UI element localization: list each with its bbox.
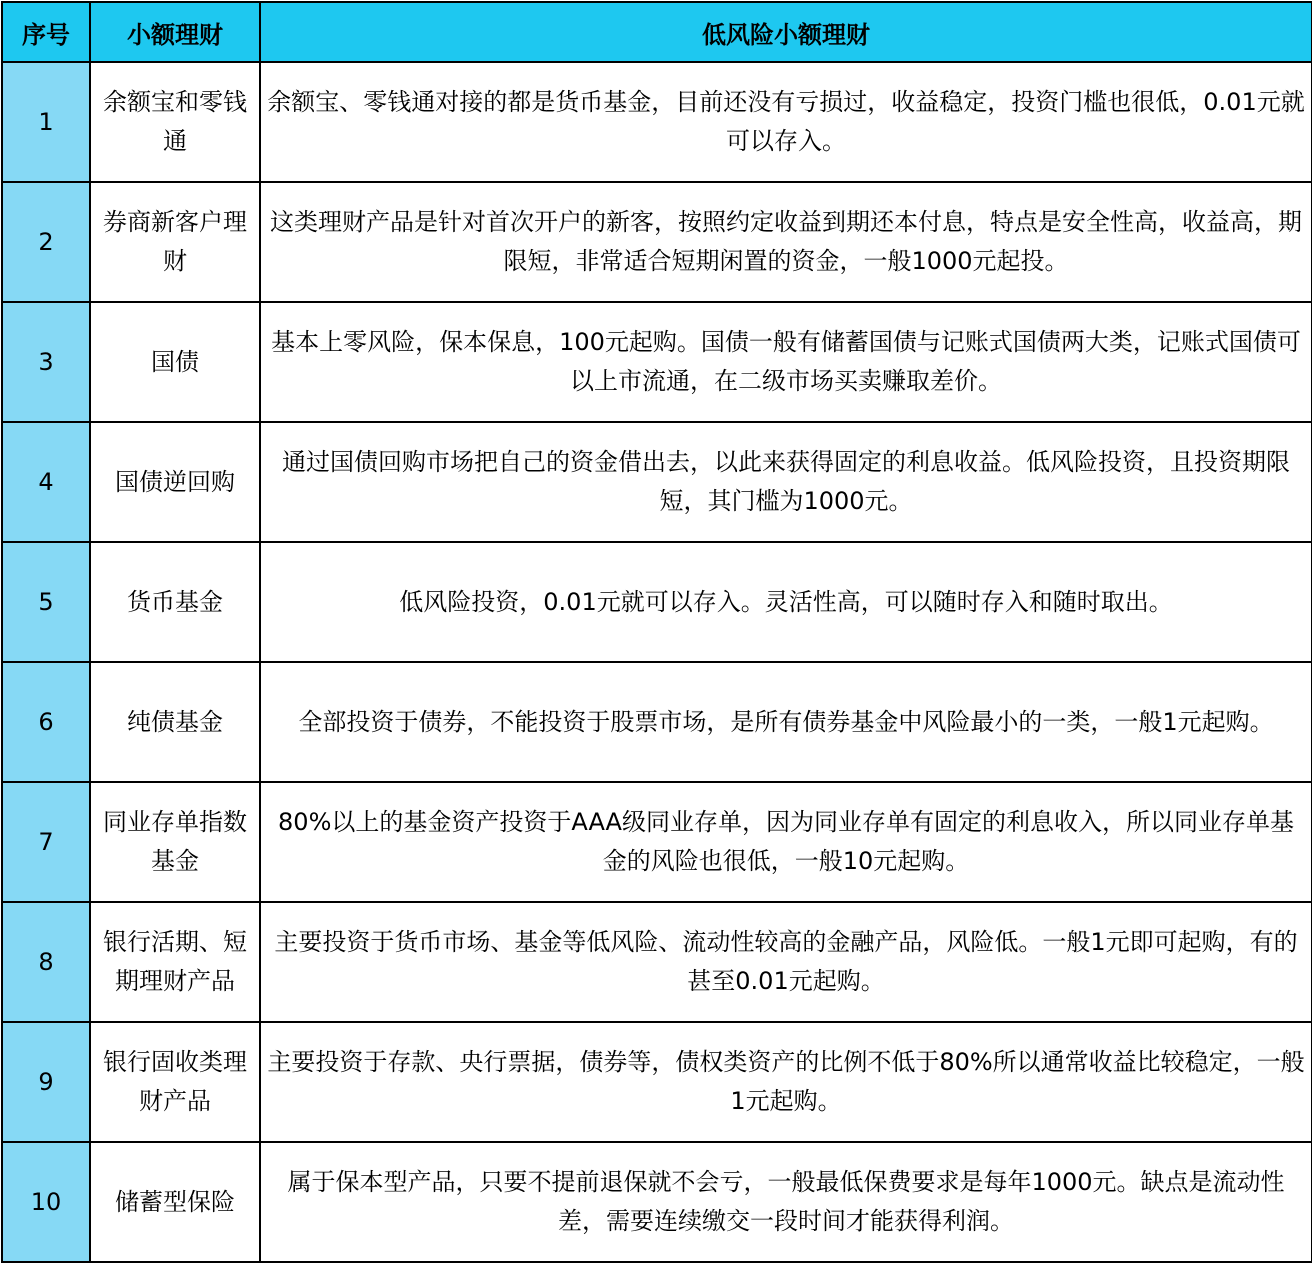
row-description: 主要投资于存款、央行票据，债券等，债权类资产的比例不低于80%所以通常收益比较稳定，一般1元起购。 xyxy=(260,1022,1312,1142)
table-row xyxy=(2,62,1312,182)
row-description: 基本上零风险，保本保息，100元起购。国债一般有储蓄国债与记账式国债两大类，记账式国债可以上市流通，在二级市场买卖赚取差价。 xyxy=(260,302,1312,422)
table-row xyxy=(2,662,1312,782)
row-description: 这类理财产品是针对首次开户的新客，按照约定收益到期还本付息，特点是安全性高，收益高，期限短，非常适合短期闲置的资金，一般1000元起投。 xyxy=(260,182,1312,302)
table-row xyxy=(2,182,1312,302)
header-name: 小额理财 xyxy=(90,2,260,62)
table-row xyxy=(2,1022,1312,1142)
table-row xyxy=(2,782,1312,902)
row-description: 通过国债回购市场把自己的资金借出去，以此来获得固定的利息收益。低风险投资，且投资期限短，其门槛为1000元。 xyxy=(260,422,1312,542)
row-description: 80%以上的基金资产投资于AAA级同业存单，因为同业存单有固定的利息收入，所以同业存单基金的风险也很低，一般10元起购。 xyxy=(260,782,1312,902)
row-index: 2 xyxy=(2,182,90,302)
row-description: 低风险投资，0.01元就可以存入。灵活性高，可以随时存入和随时取出。 xyxy=(260,542,1312,662)
row-name: 券商新客户理财 xyxy=(90,182,260,302)
row-name: 储蓄型保险 xyxy=(90,1142,260,1262)
row-name: 银行固收类理财产品 xyxy=(90,1022,260,1142)
row-index: 5 xyxy=(2,542,90,662)
row-name: 银行活期、短期理财产品 xyxy=(90,902,260,1022)
row-name: 国债 xyxy=(90,302,260,422)
row-description: 余额宝、零钱通对接的都是货币基金，目前还没有亏损过，收益稳定，投资门槛也很低，0.01元就可以存入。 xyxy=(260,62,1312,182)
row-index: 9 xyxy=(2,1022,90,1142)
header-index: 序号 xyxy=(2,2,90,62)
row-name: 国债逆回购 xyxy=(90,422,260,542)
row-name: 货币基金 xyxy=(90,542,260,662)
row-index: 7 xyxy=(2,782,90,902)
table-row xyxy=(2,302,1312,422)
row-index: 4 xyxy=(2,422,90,542)
table-row xyxy=(2,902,1312,1022)
header-row xyxy=(2,2,1312,62)
row-description: 全部投资于债券，不能投资于股票市场，是所有债券基金中风险最小的一类，一般1元起购。 xyxy=(260,662,1312,782)
row-name: 纯债基金 xyxy=(90,662,260,782)
header-description: 低风险小额理财 xyxy=(260,2,1312,62)
table-row xyxy=(2,1142,1312,1262)
row-description: 属于保本型产品，只要不提前退保就不会亏，一般最低保费要求是每年1000元。缺点是流动性差，需要连续缴交一段时间才能获得利润。 xyxy=(260,1142,1312,1262)
row-index: 10 xyxy=(2,1142,90,1262)
row-index: 3 xyxy=(2,302,90,422)
row-description: 主要投资于货币市场、基金等低风险、流动性较高的金融产品，风险低。一般1元即可起购，有的甚至0.01元起购。 xyxy=(260,902,1312,1022)
finance-table xyxy=(1,1,1312,1263)
row-name: 同业存单指数基金 xyxy=(90,782,260,902)
row-index: 6 xyxy=(2,662,90,782)
row-index: 8 xyxy=(2,902,90,1022)
table-row xyxy=(2,422,1312,542)
row-index: 1 xyxy=(2,62,90,182)
row-name: 余额宝和零钱通 xyxy=(90,62,260,182)
table-row xyxy=(2,542,1312,662)
